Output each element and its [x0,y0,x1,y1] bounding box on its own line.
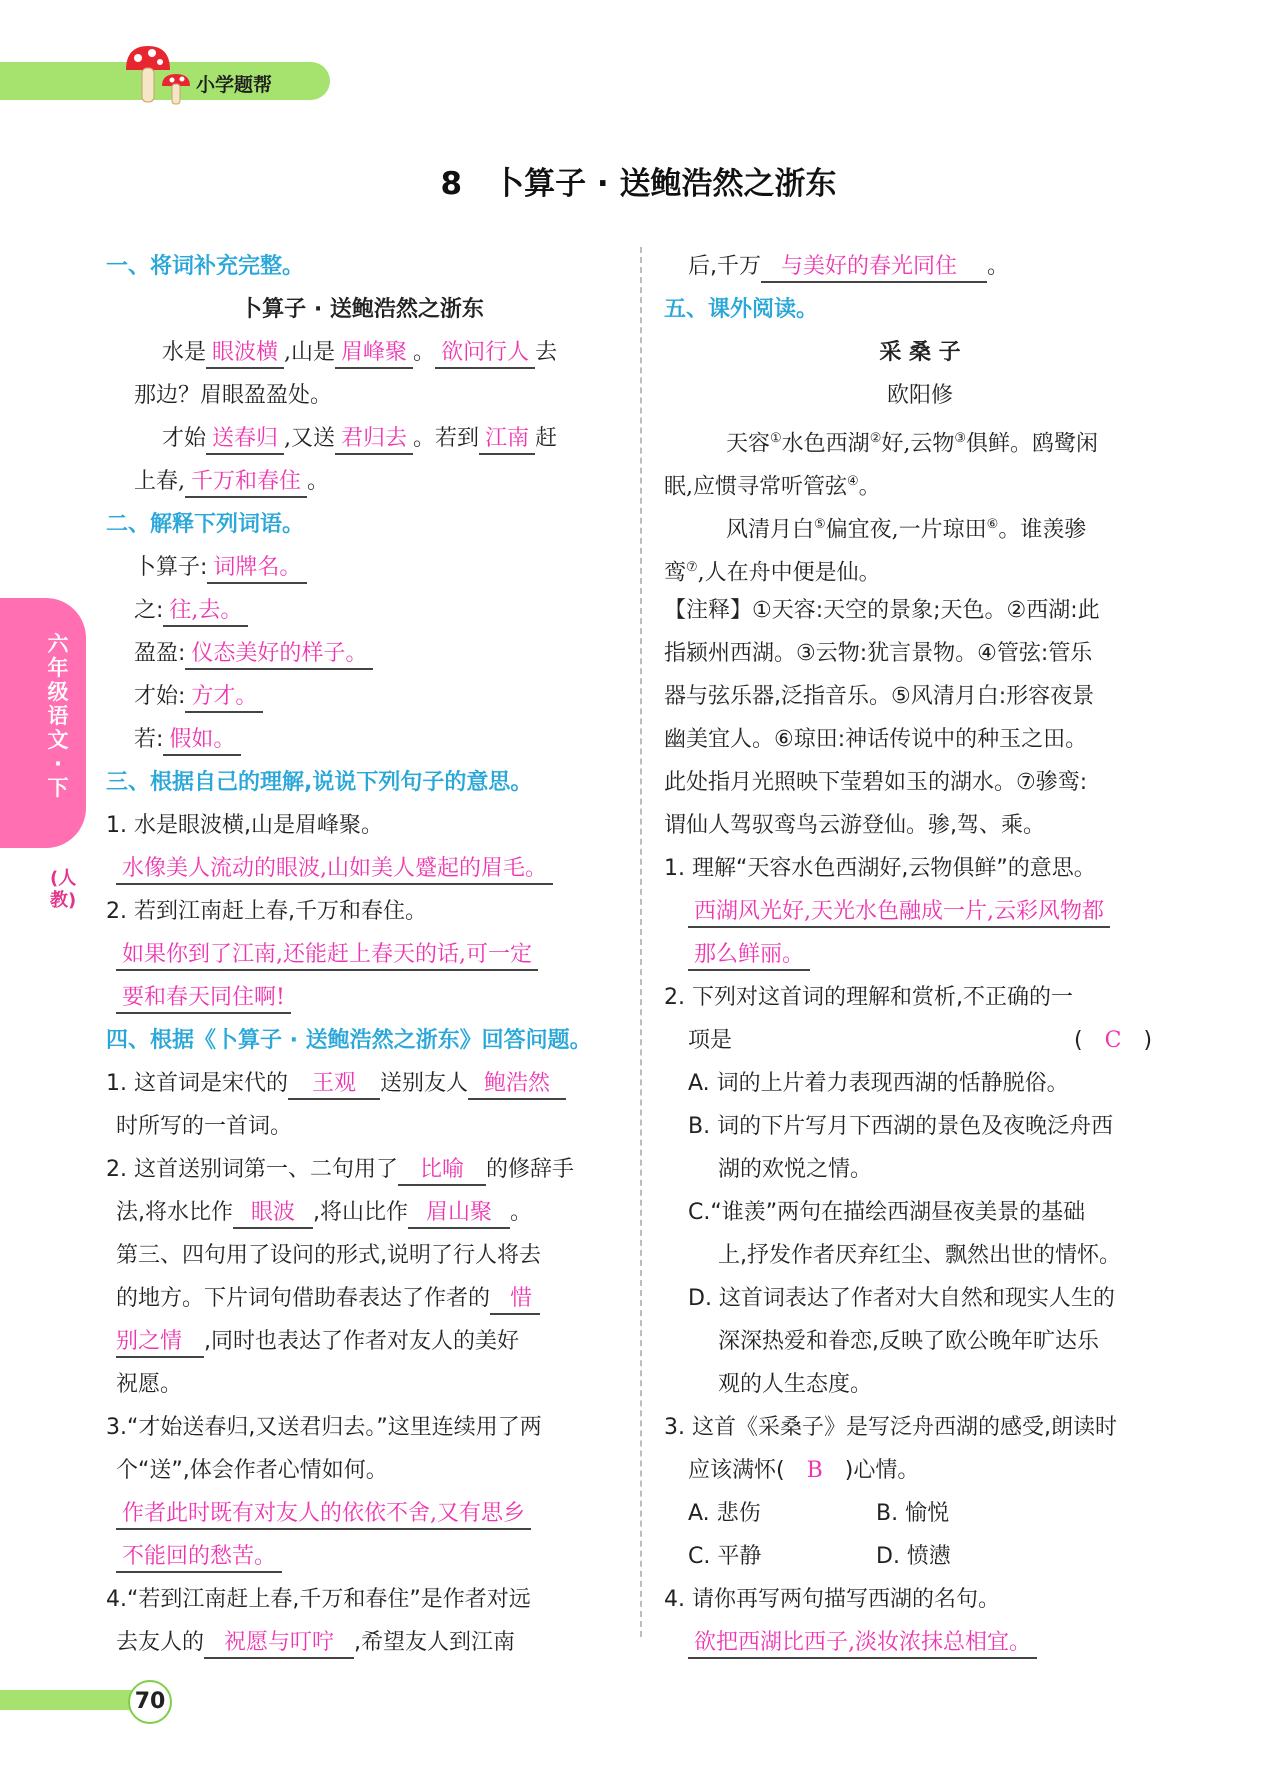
option: C.“谁羡”两句在描绘西湖昼夜美景的基础 [688,1200,1086,1225]
answer-blank[interactable]: 眼波横 [206,340,284,369]
note-line: 指颍州西湖。③云物:犹言景物。④管弦:管乐 [664,641,1093,666]
question: 法,将水比作 眼波 ,将山比作 眉山聚 。 [106,1191,618,1234]
section-1-heading: 一、将词补充完整。 [106,254,305,279]
option: 深深热爱和眷恋,反映了欧公晚年旷达乐 [718,1329,1099,1354]
answer-line: 欲把西湖比西子,淡妆浓抹总相宜。 [664,1621,1176,1664]
question: 3.“才始送春归,又送君归去。”这里连续用了两 [106,1415,542,1440]
question: 别之情 ,同时也表达了作者对友人的美好 [106,1320,618,1363]
choice-answer[interactable]: C [1104,1028,1122,1053]
section-2-heading: 二、解释下列词语。 [106,512,305,537]
note-line: 谓仙人驾驭鸾鸟云游登仙。骖,驾、乘。 [664,813,1045,838]
answer-blank[interactable]: 别之情 [116,1329,204,1358]
term-row: 若: 假如。 [106,718,618,761]
answer-blank[interactable]: 眉山聚 [408,1200,510,1229]
poem-line: 鸾⑦,人在舟中便是仙。 [664,560,881,586]
note-line: 此处指月光照映下莹碧如玉的湖水。⑦骖鸾: [664,770,1088,795]
question: 第三、四句用了设问的形式,说明了行人将去 [116,1243,541,1268]
answer-blank[interactable]: 词牌名。 [207,555,307,584]
question: 去友人的 祝愿与叮咛 ,希望友人到江南 [106,1621,618,1664]
answer-blank[interactable]: 假如。 [163,727,241,756]
answer-blank[interactable]: 欲问行人 [435,340,535,369]
question: 时所写的一首词。 [116,1114,293,1139]
answer-line: 水像美人流动的眼波,山如美人蹙起的眉毛。 [106,847,618,890]
answer-blank[interactable]: 眼波 [233,1200,313,1229]
poem-line: 上春, 千万和春住 。 [106,460,618,503]
question: 1. 这首词是宋代的 王观 送别友人 鲍浩然 [106,1062,618,1105]
poem-line: 风清月白⑤偏宜夜,一片琼田⑥。谁羡骖 [726,517,1087,543]
question: 4.“若到江南赶上春,千万和春住”是作者对远 [106,1587,531,1612]
answer-blank[interactable]: 祝愿与叮咛 [204,1630,354,1659]
question: 4. 请你再写两句描写西湖的名句。 [664,1587,1000,1612]
brand-label: 小学题帮 [196,74,273,96]
note-line: 幽美宜人。⑥琼田:神话传说中的种玉之田。 [664,727,1088,752]
section-3-heading: 三、根据自己的理解,说说下列句子的意思。 [106,770,533,795]
option: B. 词的下片写月下西湖的景色及夜晚泛舟西 [688,1114,1114,1139]
answer-line: 要和春天同住啊! [106,976,618,1019]
answer-line: 西湖风光好,天光水色融成一片,云彩风物都 [664,890,1176,933]
option-row: C. 平静 D. 愤懑 [688,1544,951,1569]
mushroom-icon [122,40,194,112]
answer-blank[interactable]: 惜 [490,1286,540,1315]
left-column [106,245,618,1664]
question: 2. 下列对这首词的理解和赏析,不正确的一 [664,985,1073,1010]
answer-blank[interactable]: 与美好的春光同住 [761,254,987,283]
term-row: 盈盈: 仪态美好的样子。 [106,632,618,675]
answer-blank[interactable]: 送春归 [206,426,284,455]
poem-title: 采 桑 子 [879,340,961,365]
term-row: 卜算子: 词牌名。 [106,546,618,589]
page-title: 8 卜算子 · 送鲍浩然之浙东 [440,166,837,202]
poem-line: 眠,应惯寻常听管弦④。 [664,474,881,500]
section-5-heading: 五、课外阅读。 [664,297,819,322]
question: 的地方。下片词句借助春表达了作者的 惜 [106,1277,618,1320]
option-row: A. 悲伤 B. 愉悦 [688,1501,950,1526]
option: 观的人生态度。 [718,1372,873,1397]
answer-line: 作者此时既有对友人的依依不舍,又有思乡 [106,1492,618,1535]
question: 3. 这首《采桑子》是写泛舟西湖的感受,朗读时 [664,1415,1117,1440]
answer-line: 如果你到了江南,还能赶上春天的话,可一定 [106,933,618,976]
column-divider [640,247,642,1637]
poem-title: 卜算子 · 送鲍浩然之浙东 [240,297,484,322]
side-tab [0,598,86,848]
option: A. 词的上片着力表现西湖的恬静脱俗。 [688,1071,1069,1096]
question: 应该满怀( B )心情。 [688,1458,920,1483]
poem-author: 欧阳修 [886,383,953,408]
poem-line: 那边？眉眼盈盈处。 [134,383,333,408]
side-tab-grade: 六年级语文·下 [47,632,69,800]
answer-blank[interactable]: 比喻 [398,1157,486,1186]
answer-blank[interactable]: 眉峰聚 [335,340,413,369]
question: 1. 理解“天容水色西湖好,云物俱鲜”的意思。 [664,856,1096,881]
answer-blank[interactable]: 鲍浩然 [468,1071,566,1100]
page-number: 70 [128,1680,172,1724]
answer-blank[interactable]: 千万和春住 [185,469,307,498]
side-tab-edition: (人教) [50,868,77,911]
answer-blank[interactable]: 方才。 [185,684,263,713]
term-row: 之: 往,去。 [106,589,618,632]
option: 上,抒发作者厌弃红尘、飘然出世的情怀。 [718,1243,1121,1268]
right-column [664,245,1176,1664]
answer-blank[interactable]: 君归去 [335,426,413,455]
question: 个“送”,体会作者心情如何。 [116,1458,388,1483]
answer-line: 不能回的愁苦。 [106,1535,618,1578]
answer-blank[interactable]: 江南 [479,426,535,455]
answer-blank[interactable]: 往,去。 [163,598,248,627]
choice-answer[interactable]: B [806,1458,823,1483]
note-line: 【注释】①天容:天空的景象;天色。②西湖:此 [664,598,1100,623]
poem-line: 水是 眼波横 ,山是 眉峰聚 。 欲问行人 去 [106,331,618,374]
question: 2. 若到江南赶上春,千万和春住。 [106,899,427,924]
question: 2. 这首送别词第一、二句用了 比喻 的修辞手 [106,1148,618,1191]
poem-line: 才始 送春归 ,又送 君归去 。若到 江南 赶 [106,417,618,460]
term-row: 才始: 方才。 [106,675,618,718]
question: 1. 水是眼波横,山是眉峰聚。 [106,813,383,838]
question: 项是 ( C ) [688,1028,1153,1053]
poem-line: 天容①水色西湖②好,云物③俱鲜。鸥鹭闲 [726,431,1099,457]
option: 湖的欢悦之情。 [718,1157,873,1182]
answer-blank[interactable]: 仪态美好的样子。 [185,641,373,670]
answer-line: 那么鲜丽。 [664,933,1176,976]
section-4-heading: 四、根据《卜算子 · 送鲍浩然之浙东》回答问题。 [106,1028,592,1053]
answer-blank[interactable]: 王观 [288,1071,380,1100]
option: D. 这首词表达了作者对大自然和现实人生的 [688,1286,1115,1311]
note-line: 器与弦乐器,泛指音乐。⑤风清月白:形容夜景 [664,684,1095,709]
question: 后,千万 与美好的春光同住 。 [664,245,1176,288]
question: 祝愿。 [116,1372,183,1397]
